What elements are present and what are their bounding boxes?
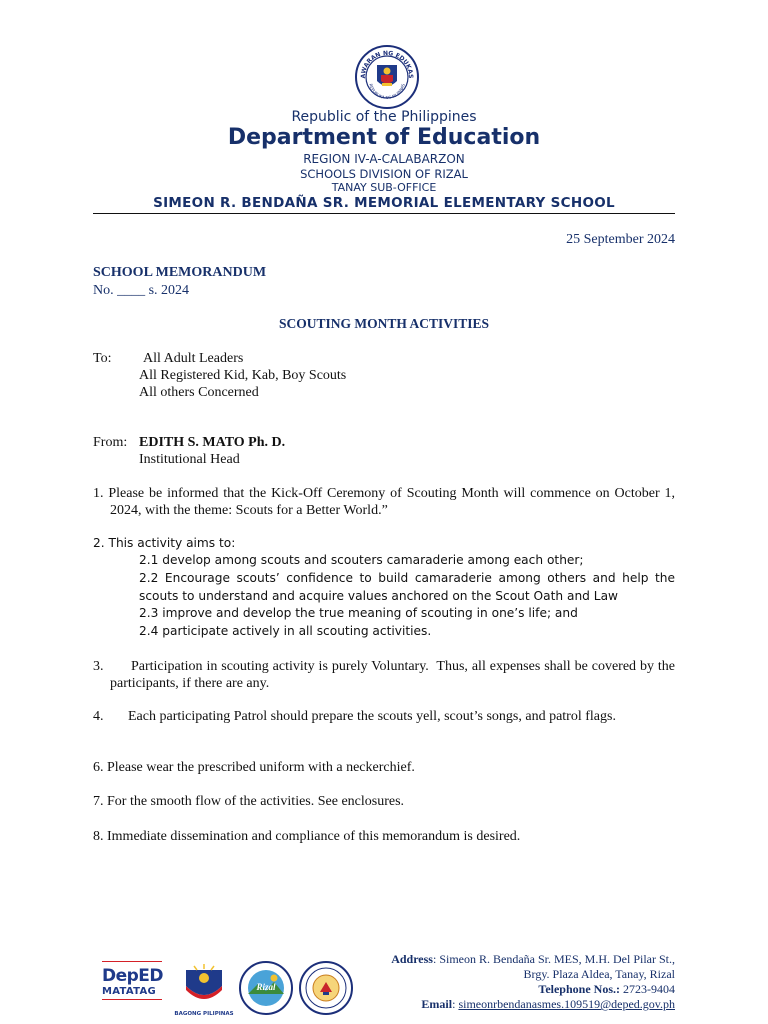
from-title: Institutional Head (139, 452, 240, 467)
seal-text-top: AWARAN NG EDUKAS (359, 49, 415, 79)
email-label: Email (421, 997, 453, 1011)
memo-item-8: 8. Immediate dissemination and compliance of this memorandum is desired. (93, 829, 521, 844)
memo-item-2-3: 2.3 improve and develop the true meaning of scouting in one’s life; and (139, 606, 578, 620)
memo-item-2-2: 2.2 Encourage scouts’ confidence to build camaraderie among others and help the scouts to understand and acquire values anchored on the Scout Oath and Law (139, 571, 675, 603)
matatag-wordmark: MATATAG (102, 986, 157, 997)
to-label: To: (93, 351, 112, 366)
division-line: SCHOOLS DIVISION OF RIZAL (300, 167, 468, 181)
header-divider (93, 213, 675, 214)
footer-telephone: Telephone Nos.: 2723-9404 (538, 982, 675, 996)
sub-office-line: TANAY SUB-OFFICE (331, 181, 437, 194)
rizal-province-seal (238, 960, 294, 1016)
memo-subject: SCOUTING MONTH ACTIVITIES (278, 316, 490, 331)
bagong-pilipinas-logo (174, 960, 234, 1016)
to-line-1: All Adult Leaders (143, 351, 244, 366)
address-label: Address (391, 952, 433, 966)
footer-contact (315, 952, 675, 1012)
to-line-3: All others Concerned (139, 385, 259, 400)
footer-address-line-1: Address: Simeon R. Bendaña Sr. MES, M.H. Del Pilar St., (391, 952, 675, 966)
telephone-label: Telephone Nos.: (538, 982, 620, 996)
memo-item-2-1: 2.1 develop among scouts and scouters camaraderie among each other; (139, 553, 584, 567)
department-title: Department of Education (227, 125, 541, 150)
memo-title: SCHOOL MEMORANDUM (93, 265, 267, 280)
memo-number: No. ____ s. 2024 (93, 283, 190, 298)
deped-matatag-logo (102, 958, 164, 1016)
footer-address-line-2: Brgy. Plaza Aldea, Tanay, Rizal (523, 967, 675, 981)
memo-item-4: 4. Each participating Patrol should prepare the scouts yell, scout’s songs, and patrol flags. (93, 709, 616, 724)
from-label: From: (93, 435, 128, 450)
memo-item-1: 1. Please be informed that the Kick-Off Ceremony of Scouting Month will commence on October 1, 2024, with the theme: Scouts for a Better World.” (93, 486, 675, 518)
bagong-pilipinas-text: BAGONG PILIPINAS (174, 1011, 234, 1017)
memo-item-2-intro: 2. This activity aims to: (93, 536, 236, 550)
footer-email: Email: simeonrbendanasmes.109519@deped.gov.ph (421, 997, 675, 1011)
memo-item-7: 7. For the smooth flow of the activities. See enclosures. (93, 794, 405, 809)
school-name: SIMEON R. BENDAÑA SR. MEMORIAL ELEMENTARY SCHOOL (153, 195, 615, 211)
rizal-seal-text: Rizal (256, 982, 276, 992)
email-link[interactable]: simeonrbendanasmes.109519@deped.gov.ph (458, 997, 675, 1011)
to-line-2: All Registered Kid, Kab, Boy Scouts (139, 368, 347, 383)
memo-item-6: 6. Please wear the prescribed uniform with a neckerchief. (93, 760, 415, 775)
republic-line: Republic of the Philippines (291, 109, 477, 125)
memo-item-3: 3. Participation in scouting activity is purely Voluntary. Thus, all expenses shall be covered by the participants, if there are any. (93, 659, 675, 691)
seal-text-bottom: REPUBLIKA NG PILIPINAS (368, 83, 406, 101)
memo-date: 25 September 2024 (566, 232, 675, 247)
deped-wordmark: DepED (102, 966, 164, 986)
memo-item-2-4: 2.4 participate actively in all scouting activities. (139, 624, 432, 638)
region-line: REGION IV-A-CALABARZON (303, 152, 465, 166)
deped-seal (355, 45, 419, 109)
from-name: EDITH S. MATO Ph. D. (139, 435, 286, 450)
